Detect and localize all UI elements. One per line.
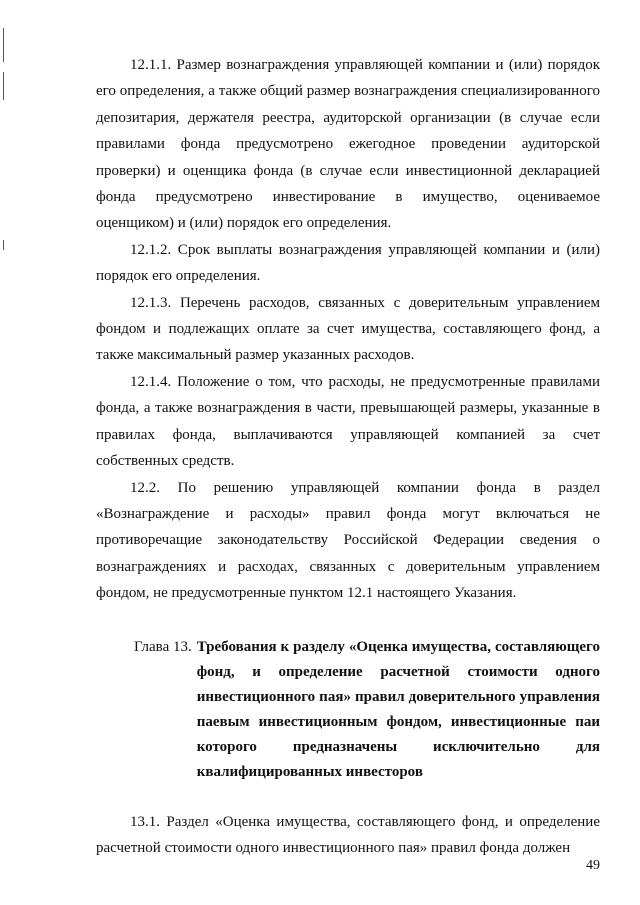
chapter-title: Требования к разделу «Оценка имущества, составляющего фонд, и определение расчетной стоимости одного инвестиционного пая» правил доверительного управления паевым инвестиционным фондом, инвестиционные паи которого предназначены исключительно для квалифицированных инвесторов	[196, 638, 600, 780]
paragraph-12-1-2: 12.1.2. Срок выплаты вознаграждения управляющей компании и (или) порядок его определения.	[96, 241, 600, 285]
paragraph-12-1-4: 12.1.4. Положение о том, что расходы, не предусмотренные правилами фонда, а также вознаграждения в части, превышающей размеры, указанные в правилах фонда, выплачиваются управляющей компанией за счет собственных средств.	[96, 373, 600, 470]
scan-edge-mark-3	[3, 240, 4, 250]
paragraph-12-1-1: 12.1.1. Размер вознаграждения управляющей компании и (или) порядок его определения, а также общий размер вознаграждения специализированного депозитария, держателя реестра, аудиторской организации (в случае если правилами фонда предусмотрено ежегодное проведении аудиторской проверки) и оценщика фонда (в случае если инвестиционной декларацией фонда предусмотрено инвестирование в имущество, оцениваемое оценщиком) и (или) порядок его определения.	[96, 57, 600, 232]
chapter-13-heading	[96, 635, 600, 785]
paragraph-12-1-3: 12.1.3. Перечень расходов, связанных с доверительным управлением фондом и подлежащих оплате за счет имущества, составляющего фонд, а также максимальный размер указанных расходов.	[96, 294, 600, 364]
page-number: 49	[586, 858, 600, 873]
paragraph-13-1: 13.1. Раздел «Оценка имущества, составляющего фонд, и определение расчетной стоимости одного инвестиционного пая» правил фонда должен	[96, 813, 600, 856]
chapter-label: Глава 13.	[134, 638, 192, 655]
document-body	[96, 52, 600, 861]
paragraph-12-2: 12.2. По решению управляющей компании фонда в раздел «Вознаграждение и расходы» правил фонда могут включаться не противоречащие законодательству Российской Федерации сведения о вознаграждениях и расходах, связанных с доверительным управлением фондом, не предусмотренные пунктом 12.1 настоящего Указания.	[96, 479, 600, 602]
scan-edge-mark-2	[3, 72, 4, 100]
scan-edge-mark-1	[3, 28, 4, 62]
